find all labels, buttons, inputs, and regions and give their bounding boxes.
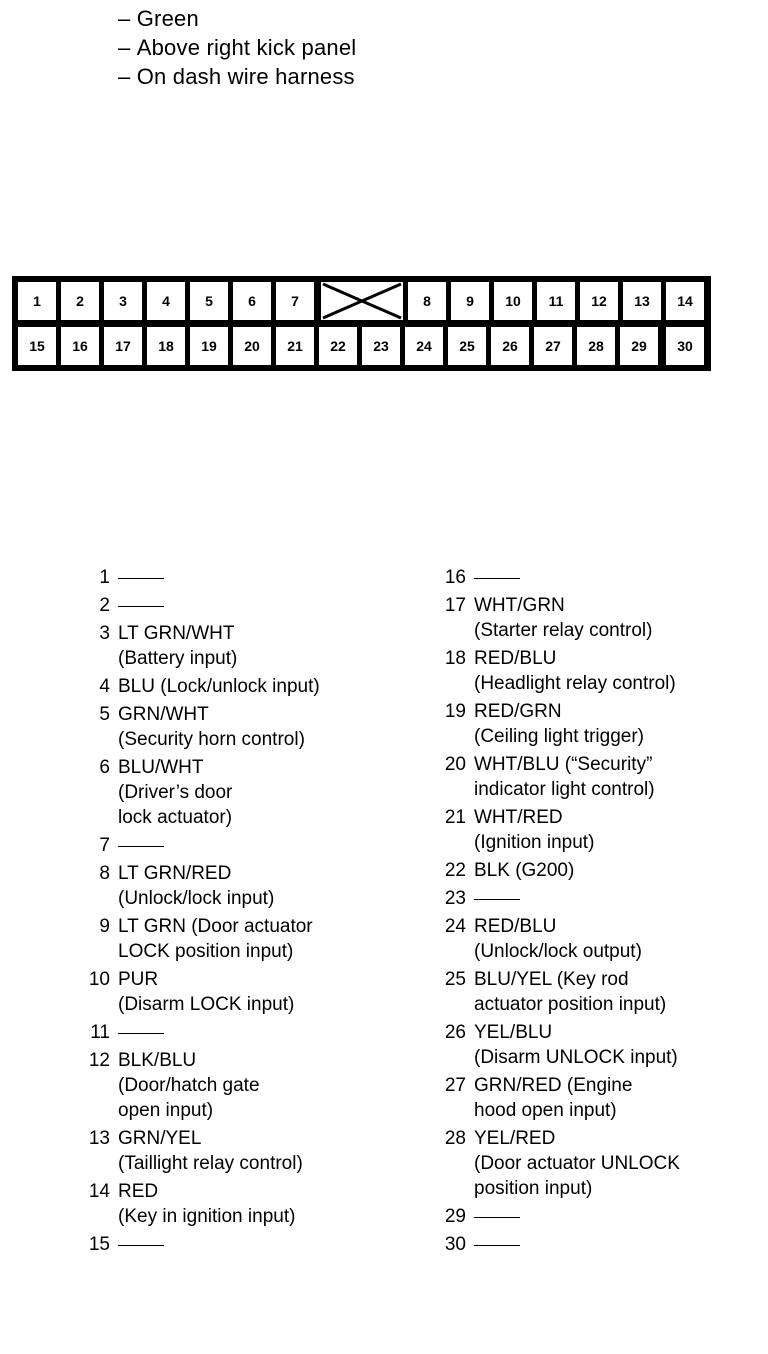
pin-number: 21 [444,807,466,828]
pin-description-line: (Battery input) [118,648,238,669]
pin-description [118,1179,295,1229]
pin-entry [70,621,320,671]
pin-description-line: WHT/GRN [474,595,565,616]
pin-description [474,593,652,643]
pin-description [118,1020,164,1045]
pin-description-line: GRN/WHT [118,704,209,725]
connector-pin: 17 [104,327,142,365]
pin-number: 17 [444,595,466,616]
pin-description [474,646,676,696]
pin-entry [70,1232,320,1257]
pin-number: 2 [99,595,110,616]
pin-entry [426,699,680,749]
pin-description [118,621,237,671]
connector-pin: 5 [190,282,228,320]
pin-description-line: (Unlock/lock output) [474,941,642,962]
connector-pin: 22 [319,327,357,365]
connector-pin: 10 [494,282,532,320]
pin-description-line: BLK/BLU [118,1050,197,1071]
pin-number: 26 [444,1022,466,1043]
pin-description-line: (Security horn control) [118,729,305,750]
pin-description [118,1126,303,1176]
connector-description [118,4,356,91]
connector-pin: 23 [362,327,400,365]
blank-cavity-x-mark [321,282,403,320]
pin-number: 30 [444,1234,466,1255]
pin-description [118,914,313,964]
pin-description-line: LT GRN (Door actuator [118,916,313,937]
pin-entry [426,886,680,911]
pin-description-line: BLU (Lock/unlock input) [118,676,320,697]
pin-description [474,699,644,749]
unused-pin-dash [118,846,164,847]
pin-list-right [426,565,680,1260]
pin-description-line: hood open input) [474,1100,617,1121]
connector-pin: 7 [276,282,314,320]
pin-description [474,1232,520,1257]
pin-description [118,1232,164,1257]
pin-entry [426,1073,680,1123]
connector-pin: 15 [18,327,56,365]
description-line: – Green [118,4,356,33]
pin-number: 1 [99,567,110,588]
connector-pin: 19 [190,327,228,365]
pin-number: 22 [444,860,466,881]
pin-description-line: BLU/YEL (Key rod [474,969,629,990]
connector-pin: 26 [491,327,529,365]
pin-number: 19 [444,701,466,722]
pin-number: 5 [99,704,110,725]
pin-entry [70,1020,320,1045]
connector-pin: 1 [18,282,56,320]
pin-entry [70,1048,320,1123]
pin-description [474,1126,680,1201]
pin-number: 14 [88,1181,110,1202]
pin-description-line: BLU/WHT [118,757,204,778]
pin-entry [70,833,320,858]
pin-description-line: actuator position input) [474,994,667,1015]
unused-pin-dash [474,578,520,579]
pin-entry [426,565,680,590]
pin-description [118,1048,260,1123]
pin-description-line: LOCK position input) [118,941,294,962]
pin-entry [70,861,320,911]
pin-description-line: (Door/hatch gate [118,1075,260,1096]
pin-description-line: (Taillight relay control) [118,1153,303,1174]
pin-number: 7 [99,835,110,856]
pin-entry [426,1020,680,1070]
connector-pin: 29 [620,327,658,365]
pin-entry [70,755,320,830]
pin-description-line: (Disarm LOCK input) [118,994,295,1015]
pin-description-line: (Headlight relay control) [474,673,676,694]
unused-pin-dash [118,578,164,579]
unused-pin-dash [474,1245,520,1246]
pin-entry [426,967,680,1017]
pin-description-line: (Disarm UNLOCK input) [474,1047,678,1068]
pin-number: 8 [99,863,110,884]
pin-entry [426,1204,680,1229]
pin-number: 27 [444,1075,466,1096]
pin-description-line: GRN/YEL [118,1128,202,1149]
pin-description-line: (Unlock/lock input) [118,888,275,909]
connector-pin: 3 [104,282,142,320]
pin-entry [426,858,680,883]
connector-pin: 21 [276,327,314,365]
pin-description [118,565,164,590]
pin-description-line: BLK (G200) [474,860,575,881]
pin-description-line: open input) [118,1100,214,1121]
pin-description-line: YEL/BLU [474,1022,553,1043]
connector-pin: 4 [147,282,185,320]
pin-description-line: lock actuator) [118,807,233,828]
connector-face [12,276,711,371]
pin-number: 4 [99,676,110,697]
pin-description [474,1020,678,1070]
pin-description [118,861,274,911]
pin-number: 13 [88,1128,110,1149]
pin-description [474,967,666,1017]
pin-entry [70,967,320,1017]
pin-entry [426,1232,680,1257]
pin-entry [70,1126,320,1176]
pin-description-line: RED/BLU [474,916,557,937]
pin-entry [70,674,320,699]
pin-entry [70,593,320,618]
pin-entry [426,1126,680,1201]
pin-description-line: RED [118,1181,159,1202]
pin-entry [426,593,680,643]
pin-entry [426,646,680,696]
connector-pin: 20 [233,327,271,365]
pin-description-line: YEL/RED [474,1128,556,1149]
pin-description-line: WHT/RED [474,807,563,828]
connector-pin: 9 [451,282,489,320]
pin-description-line: (Key in ignition input) [118,1206,296,1227]
connector-pin: 6 [233,282,271,320]
pin-description [474,1204,520,1229]
pin-description [474,886,520,911]
connector-pin: 24 [405,327,443,365]
connector-pin: 28 [577,327,615,365]
pin-number: 12 [88,1050,110,1071]
connector-pin: 12 [580,282,618,320]
unused-pin-dash [118,606,164,607]
connector-pin: 16 [61,327,99,365]
pin-number: 20 [444,754,466,775]
connector-pin: 13 [623,282,661,320]
pin-entry [70,702,320,752]
pin-description [474,914,642,964]
pin-number: 9 [99,916,110,937]
unused-pin-dash [474,1217,520,1218]
connector-pin: 27 [534,327,572,365]
pin-description [118,833,164,858]
connector-pin: 25 [448,327,486,365]
pin-number: 11 [90,1022,110,1043]
connector-pin: 2 [61,282,99,320]
pin-description-line: (Door actuator UNLOCK [474,1153,680,1174]
connector-pin: 30 [666,327,704,365]
pin-entry [70,565,320,590]
pin-description [474,565,520,590]
pin-list-left [70,565,320,1260]
pin-description-line: PUR [118,969,159,990]
description-line: – On dash wire harness [118,62,356,91]
pin-entry [426,752,680,802]
connector-pin: 11 [537,282,575,320]
pin-description-line: (Starter relay control) [474,620,653,641]
pin-number: 23 [444,888,466,909]
unused-pin-dash [118,1033,164,1034]
pin-description-line: indicator light control) [474,779,655,800]
pin-number: 18 [444,648,466,669]
pin-description-line: position input) [474,1178,593,1199]
pin-description-line: WHT/BLU (“Security” [474,754,653,775]
pin-description-line: LT GRN/RED [118,863,232,884]
pin-number: 10 [88,969,110,990]
pin-description-line: GRN/RED (Engine [474,1075,633,1096]
description-line: – Above right kick panel [118,33,356,62]
pin-entry [70,914,320,964]
pin-description-line: RED/BLU [474,648,557,669]
pin-description [118,702,305,752]
pin-entry [426,805,680,855]
pin-description [474,858,574,883]
pin-number: 16 [444,567,466,588]
unused-pin-dash [474,899,520,900]
pin-description [118,755,232,830]
pin-number: 24 [444,916,466,937]
pin-description [474,805,594,855]
pin-number: 25 [444,969,466,990]
pin-description [474,752,655,802]
pin-description [118,593,164,618]
pin-description-line: (Ignition input) [474,832,595,853]
connector-pin: 8 [408,282,446,320]
connector-pin: 18 [147,327,185,365]
pin-description-line: (Driver’s door [118,782,233,803]
pin-description [118,674,320,699]
pin-entry [70,1179,320,1229]
pin-number: 29 [444,1206,466,1227]
pin-number: 15 [88,1234,110,1255]
pin-description-line: LT GRN/WHT [118,623,235,644]
unused-pin-dash [118,1245,164,1246]
pin-number: 3 [99,623,110,644]
pin-description [474,1073,632,1123]
pin-description-line: RED/GRN [474,701,562,722]
pin-description-line: (Ceiling light trigger) [474,726,645,747]
blank-cavity [321,282,403,320]
pin-entry [426,914,680,964]
pin-number: 28 [444,1128,466,1149]
connector-pin: 14 [666,282,704,320]
pin-description [118,967,294,1017]
pin-number: 6 [99,757,110,778]
